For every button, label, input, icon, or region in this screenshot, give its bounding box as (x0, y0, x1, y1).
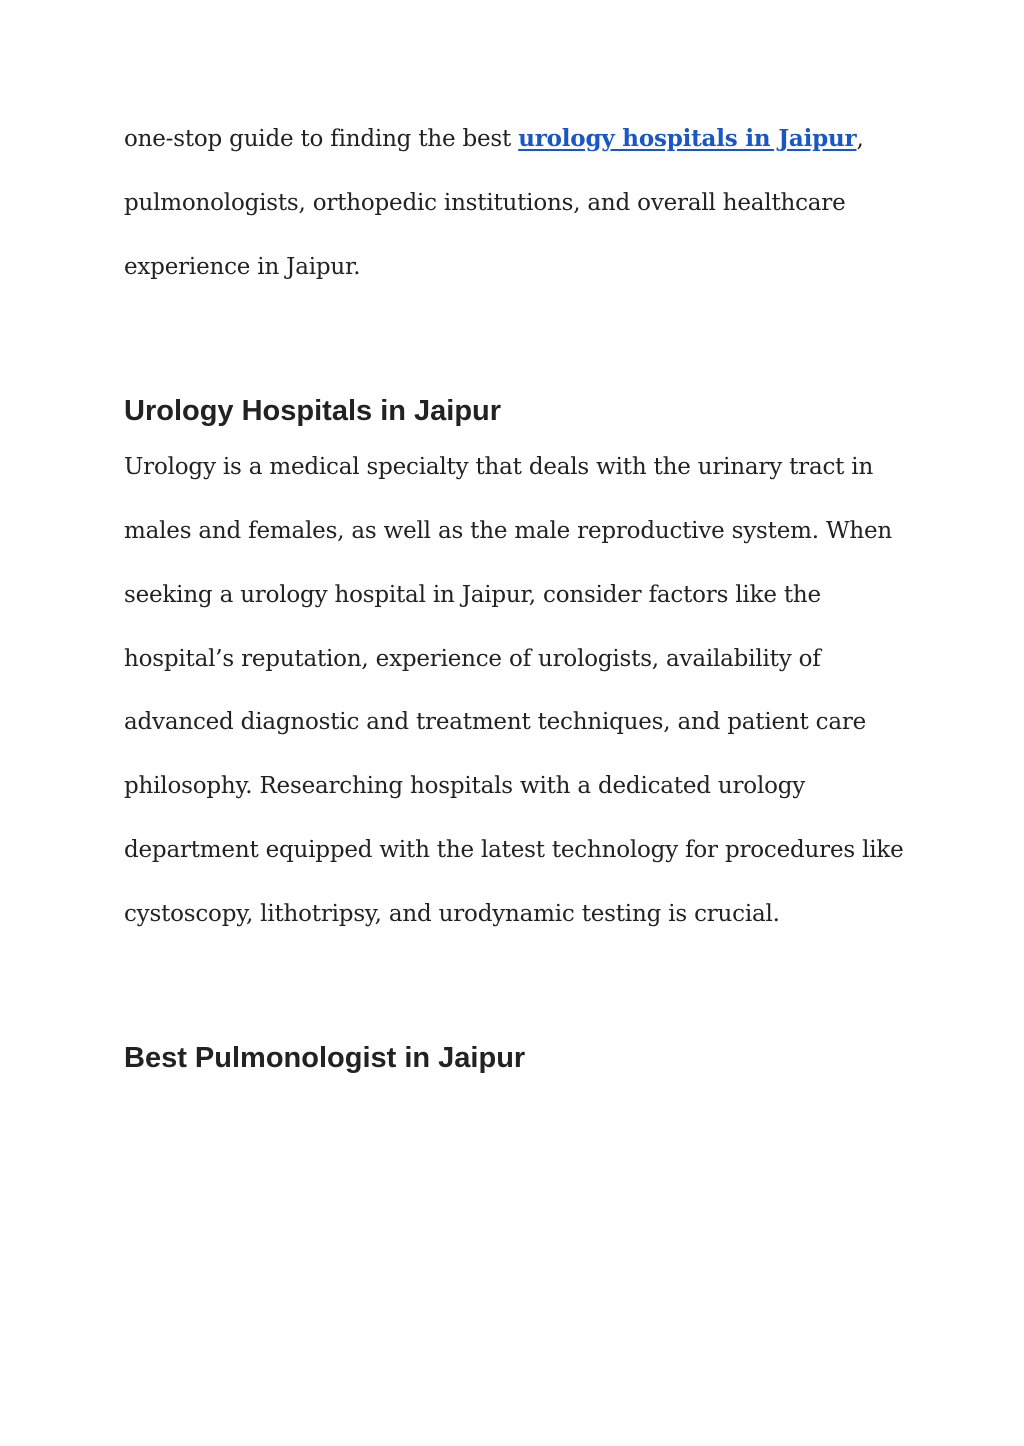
intro-text-after-link: , (856, 126, 864, 152)
section-heading-pulmonology: Best Pulmonologist in Jaipur (124, 1042, 526, 1074)
urology-line-4: hospital’s reputation, experience of urologists, availability of (124, 646, 821, 672)
intro-line-2: pulmonologists, orthopedic institutions, and overall healthcare (124, 190, 846, 216)
intro-text-before-link: one-stop guide to finding the best (124, 126, 519, 152)
urology-line-3: seeking a urology hospital in Jaipur, consider factors like the (124, 582, 821, 608)
urology-line-7: department equipped with the latest technology for procedures like (124, 837, 904, 863)
urology-line-8: cystoscopy, lithotripsy, and urodynamic testing is crucial. (124, 901, 780, 927)
urology-line-2: males and females, as well as the male reproductive system. When (124, 518, 893, 544)
urology-line-1: Urology is a medical specialty that deals with the urinary tract in (124, 454, 874, 480)
urology-line-5: advanced diagnostic and treatment techniques, and patient care (124, 709, 867, 735)
section-heading-urology: Urology Hospitals in Jaipur (124, 395, 502, 427)
urology-line-6: philosophy. Researching hospitals with a dedicated urology (124, 773, 806, 799)
urology-hospitals-link[interactable]: urology hospitals in Jaipur (518, 125, 857, 152)
intro-line-1 (124, 124, 864, 154)
intro-line-3: experience in Jaipur. (124, 254, 361, 280)
